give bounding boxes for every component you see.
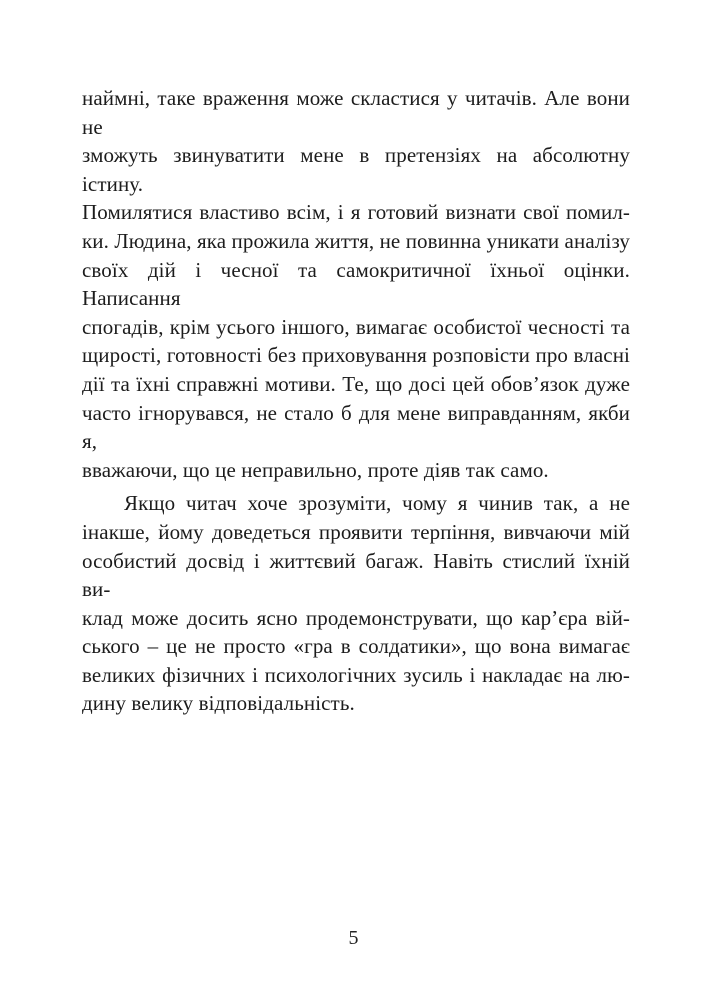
text-block [82, 84, 630, 718]
text-line: ського – це не просто «гра в солдатики», що вона вимагає [82, 634, 630, 659]
paragraph [82, 84, 630, 484]
text-line: вважаючи, що це неправильно, проте діяв так само. [82, 457, 549, 482]
text-line: особистий досвід і життєвий багаж. Навіть стислий їхній ви- [82, 548, 630, 602]
text-line: наймні, таке враження може скластися у читачів. Але вони не [82, 86, 630, 139]
text-line: клад може досить ясно продемонструвати, що кар’єра вій- [82, 605, 630, 630]
text-line: своїх дій і чесної та самокритичної їхньої оцінки. Написання [82, 257, 630, 311]
text-line: дину велику відповідальність. [82, 691, 355, 716]
text-line: Помилятися властиво всім, і я готовий визнати свої помил- [82, 200, 630, 225]
text-line: великих фізичних і психологічних зусиль і накладає на лю- [82, 662, 630, 687]
text-line: зможуть звинуватити мене в претензіях на абсолютну істину. [82, 143, 630, 196]
text-line: дії та їхні справжні мотиви. Те, що досі цей обов’язок дуже [82, 371, 630, 396]
page-number: 5 [348, 927, 359, 949]
text-line: ки. Людина, яка прожила життя, не повинна уникати аналізу [82, 228, 630, 253]
text-line: інакше, йому доведеться проявити терпіння, вивчаючи мій [82, 519, 630, 544]
paragraph [82, 489, 630, 718]
text-line: часто ігнорувався, не стало б для мене виправданням, якби я, [82, 400, 630, 454]
text-line: Якщо читач хоче зрозуміти, чому я чинив так, а не [124, 491, 630, 516]
text-line: щирості, готовності без приховування розповісти про власні [82, 343, 630, 368]
text-line: спогадів, крім усього іншого, вимагає особистої чесності та [82, 314, 630, 339]
